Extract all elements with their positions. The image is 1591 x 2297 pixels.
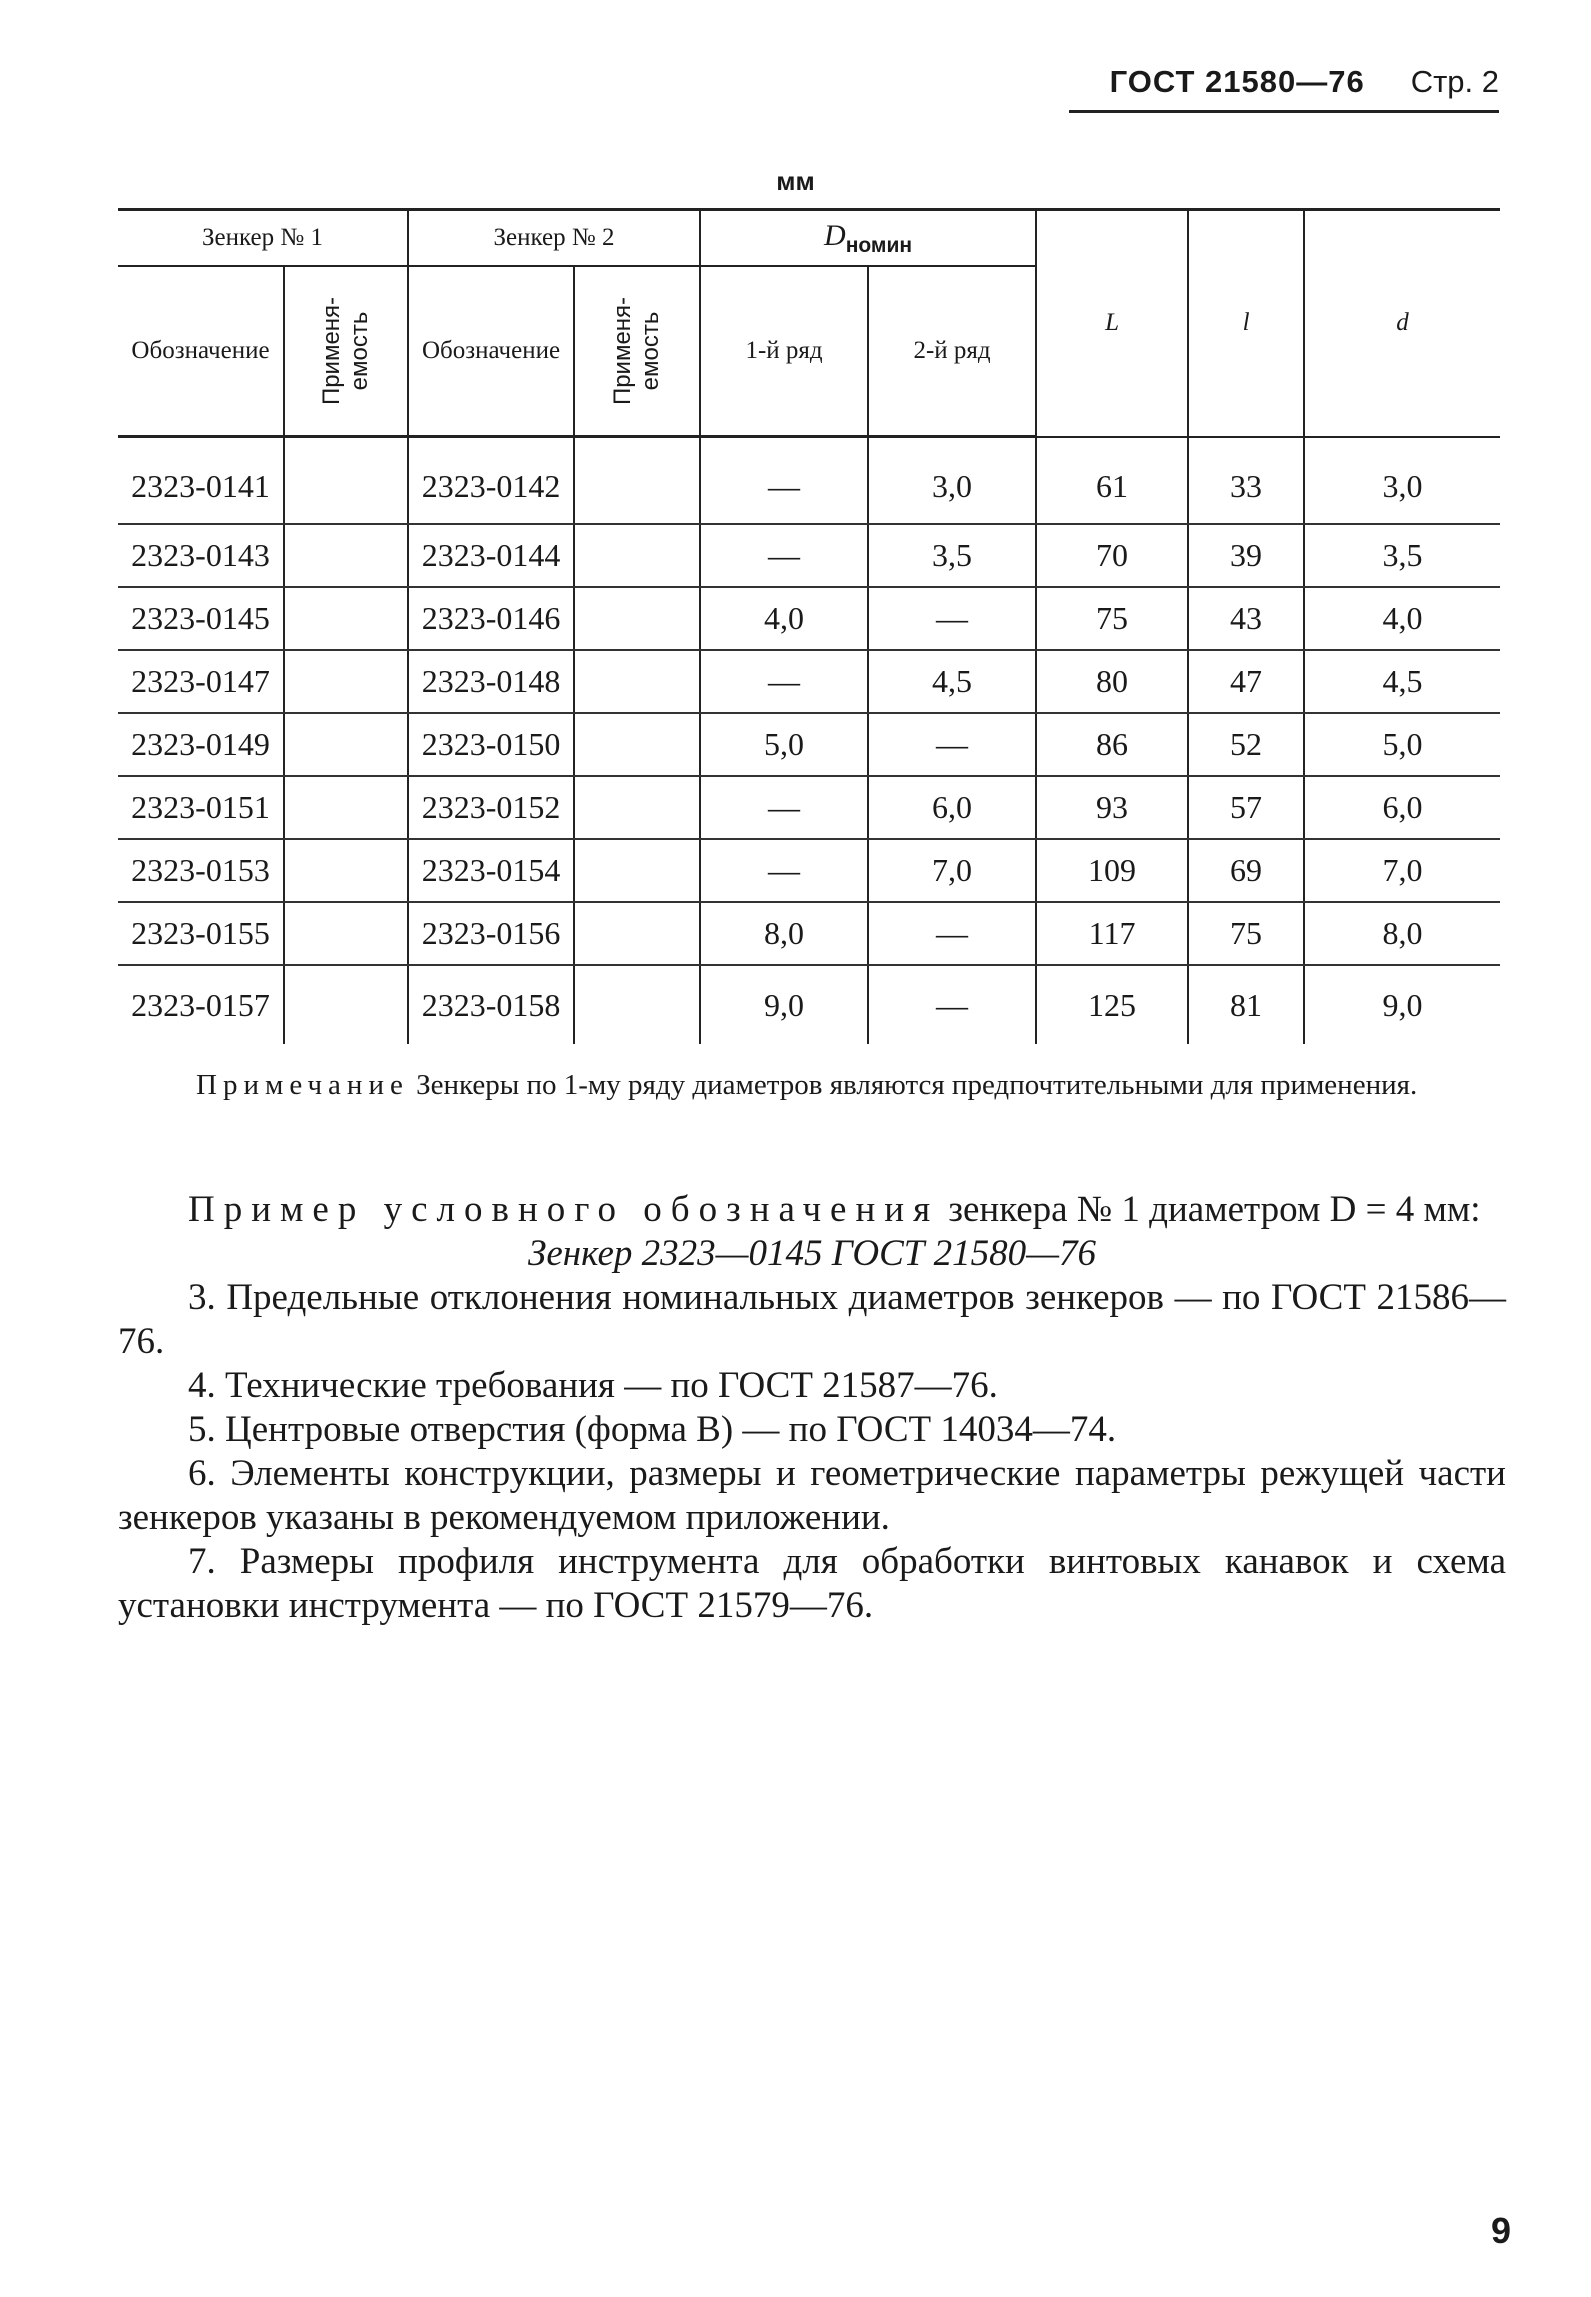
counterbore2-header: Зенкер № 2: [408, 210, 700, 267]
cell-a1: [284, 650, 408, 713]
applicability1-header: Применя- емость: [284, 266, 408, 437]
cell-d: 9,0: [1304, 965, 1500, 1044]
designation2-header: Обозначение: [408, 266, 574, 437]
cell-r1: 5,0: [700, 713, 868, 776]
designation1-header: Обозначение: [118, 266, 284, 437]
cell-d1: 2323-0145: [118, 587, 284, 650]
cell-r2: —: [868, 902, 1036, 965]
row1-header: 1-й ряд: [700, 266, 868, 437]
cell-d2: 2323-0158: [408, 965, 574, 1044]
cell-r2: 3,0: [868, 437, 1036, 525]
cell-r2: 3,5: [868, 524, 1036, 587]
example-paragraph: [118, 1188, 1506, 1232]
example-text: зенкера № 1 диаметром D = 4 мм:: [948, 1189, 1481, 1230]
cell-d: 3,5: [1304, 524, 1500, 587]
table-row: [118, 776, 1500, 839]
cell-a2: [574, 839, 700, 902]
cell-l: 47: [1188, 650, 1304, 713]
cell-a1: [284, 839, 408, 902]
table-row: [118, 587, 1500, 650]
cell-a1: [284, 713, 408, 776]
cell-r1: 8,0: [700, 902, 868, 965]
clause-item: 4. Технические требования — по ГОСТ 21587—76.: [188, 1365, 998, 1406]
cell-l: 75: [1188, 902, 1304, 965]
cell-d2: 2323-0156: [408, 902, 574, 965]
cell-r2: 4,5: [868, 650, 1036, 713]
cell-r1: —: [700, 650, 868, 713]
clause-item: 3. Предельные отклонения номинальных диаметров зенкеров — по ГОСТ 21586—76.: [118, 1277, 1506, 1362]
cell-r1: 4,0: [700, 587, 868, 650]
cell-a2: [574, 437, 700, 525]
cell-d: 7,0: [1304, 839, 1500, 902]
cell-a2: [574, 965, 700, 1044]
cell-r1: —: [700, 437, 868, 525]
clause-item: 5. Центровые отверстия (форма В) — по ГОСТ 14034—74.: [188, 1409, 1117, 1450]
cell-r2: —: [868, 965, 1036, 1044]
cell-r1: —: [700, 776, 868, 839]
cell-L: 80: [1036, 650, 1188, 713]
cell-d1: 2323-0143: [118, 524, 284, 587]
table-row: [118, 437, 1500, 525]
cell-L: 86: [1036, 713, 1188, 776]
cell-l: 52: [1188, 713, 1304, 776]
cell-d1: 2323-0141: [118, 437, 284, 525]
cell-a1: [284, 965, 408, 1044]
cell-a1: [284, 524, 408, 587]
cell-l: 69: [1188, 839, 1304, 902]
table-row: [118, 650, 1500, 713]
cell-a1: [284, 587, 408, 650]
cell-r1: 9,0: [700, 965, 868, 1044]
page-label: Стр. 2: [1410, 64, 1499, 99]
page-header: [1069, 64, 1499, 113]
cell-a2: [574, 524, 700, 587]
cell-d2: 2323-0146: [408, 587, 574, 650]
length-L-header: L: [1036, 210, 1188, 437]
table-row: [118, 839, 1500, 902]
cell-r1: —: [700, 839, 868, 902]
cell-d2: 2323-0148: [408, 650, 574, 713]
cell-d: 3,0: [1304, 437, 1500, 525]
cell-L: 70: [1036, 524, 1188, 587]
cell-d2: 2323-0152: [408, 776, 574, 839]
example-heading: Пример условного обозначения: [188, 1189, 940, 1230]
cell-d: 4,0: [1304, 587, 1500, 650]
cell-l: 81: [1188, 965, 1304, 1044]
cell-d1: 2323-0157: [131, 986, 270, 1023]
applicability2-header: Применя- емость: [574, 266, 700, 437]
table-row: [118, 902, 1500, 965]
cell-r2: —: [868, 713, 1036, 776]
cell-l: 43: [1188, 587, 1304, 650]
row2-header: 2-й ряд: [868, 266, 1036, 437]
cell-r1: —: [700, 524, 868, 587]
cell-d: 5,0: [1304, 713, 1500, 776]
cell-L: 109: [1036, 839, 1188, 902]
cell-a2: [574, 587, 700, 650]
unit-label: мм: [776, 166, 815, 196]
clauses-list: [118, 1276, 1506, 1628]
cell-d1: 2323-0147: [118, 650, 284, 713]
cell-d1: 2323-0149: [118, 713, 284, 776]
cell-d: 4,5: [1304, 650, 1500, 713]
cell-a2: [574, 902, 700, 965]
cell-r2: 7,0: [868, 839, 1036, 902]
cell-d1: 2323-0151: [118, 776, 284, 839]
example-designation: Зенкер 2323—0145 ГОСТ 21580—76: [528, 1233, 1096, 1274]
dimensions-table: [118, 208, 1500, 1044]
cell-r2: 6,0: [868, 776, 1036, 839]
cell-l: 39: [1188, 524, 1304, 587]
table-row: [118, 713, 1500, 776]
clause-item: 6. Элементы конструкции, размеры и геометрические параметры режущей части зенкеров указаны в рекомендуемом приложении.: [118, 1453, 1506, 1538]
cell-d2: 2323-0142: [408, 437, 574, 525]
cell-a2: [574, 650, 700, 713]
cell-L: 61: [1036, 437, 1188, 525]
table-note: [196, 1066, 1506, 1104]
cell-d1: 2323-0155: [118, 902, 284, 965]
cell-a1: [284, 437, 408, 525]
nominal-diameter-header: $D_{номин}$: [700, 210, 1036, 267]
cell-a2: [574, 776, 700, 839]
cell-l: 33: [1188, 437, 1304, 525]
standard-number: ГОСТ 21580—76: [1109, 64, 1365, 99]
length-l-header: l: [1188, 210, 1304, 437]
diameter-d-header: d: [1304, 210, 1500, 437]
cell-d: 8,0: [1304, 902, 1500, 965]
page-number: 9: [1490, 2210, 1511, 2251]
cell-a1: [284, 776, 408, 839]
cell-L: 125: [1036, 965, 1188, 1044]
table-row: [118, 965, 1500, 1044]
cell-d: 6,0: [1304, 776, 1500, 839]
cell-d1: 2323-0153: [118, 839, 284, 902]
table-body: [118, 437, 1500, 1045]
cell-d2: 2323-0150: [408, 713, 574, 776]
counterbore1-header: Зенкер № 1: [118, 210, 408, 267]
clause-item: 7. Размеры профиля инструмента для обработки винтовых канавок и схема установки инструмента — по ГОСТ 21579—76.: [118, 1541, 1506, 1626]
note-text: Зенкеры по 1-му ряду диаметров являются предпочтительными для применения.: [416, 1069, 1418, 1101]
cell-r2: —: [868, 587, 1036, 650]
cell-d2: 2323-0154: [408, 839, 574, 902]
table-row: [118, 524, 1500, 587]
cell-L: 93: [1036, 776, 1188, 839]
cell-L: 75: [1036, 587, 1188, 650]
body-text: [118, 1188, 1506, 1628]
note-label: Примечание: [196, 1069, 409, 1101]
cell-a2: [574, 713, 700, 776]
cell-L: 117: [1036, 902, 1188, 965]
cell-a1: [284, 902, 408, 965]
cell-d2: 2323-0144: [408, 524, 574, 587]
cell-l: 57: [1188, 776, 1304, 839]
